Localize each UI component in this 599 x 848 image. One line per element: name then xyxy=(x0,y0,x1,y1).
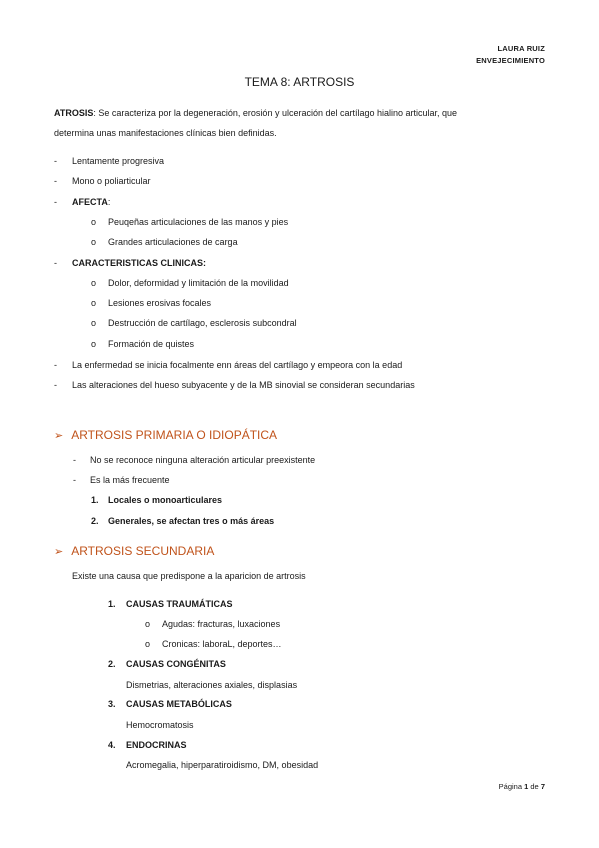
dash-bullet: - xyxy=(73,455,76,465)
page-number xyxy=(499,782,545,791)
list-item-caracteristicas: CARACTERISTICAS CLINICAS: xyxy=(72,258,206,268)
arrow-bullet-icon: ➢ xyxy=(54,546,64,558)
list-item: Es la más frecuente xyxy=(90,475,170,485)
numbered-item: Generales, se afectan tres o más áreas xyxy=(108,516,275,526)
secundaria-heading: ARTROSIS SECUNDARIA xyxy=(71,544,215,558)
sub-list-item: Destrucción de cartílago, esclerosis subcondral xyxy=(108,318,297,328)
dash-bullet: - xyxy=(54,258,57,268)
dash-bullet: - xyxy=(54,176,57,186)
header-author: LAURA RUIZ xyxy=(497,44,545,53)
page-current: 1 xyxy=(524,782,529,791)
sub-list-item: Peuqeñas articulaciones de las manos y pies xyxy=(108,217,289,227)
circle-bullet: o xyxy=(145,639,151,649)
cause-title: CAUSAS TRAUMÁTICAS xyxy=(126,599,233,609)
circle-bullet: o xyxy=(91,237,97,247)
page-total: 7 xyxy=(540,782,545,791)
list-number: 3. xyxy=(108,699,116,709)
cause-title: CAUSAS CONGÉNITAS xyxy=(126,659,226,669)
list-item-afecta xyxy=(72,196,110,208)
circle-bullet: o xyxy=(145,619,151,629)
numbered-item: Locales o monoarticulares xyxy=(108,495,223,505)
list-item: Lentamente progresiva xyxy=(72,156,165,166)
dash-bullet: - xyxy=(54,380,57,390)
sub-list-item: Grandes articulaciones de carga xyxy=(108,237,238,247)
list-number: 1. xyxy=(91,495,99,505)
page-label: Página xyxy=(498,782,523,791)
list-number: 1. xyxy=(108,599,116,609)
circle-bullet: o xyxy=(91,339,97,349)
page-title: TEMA 8: ARTROSIS xyxy=(244,75,355,89)
sub-list-item: Agudas: fracturas, luxaciones xyxy=(162,619,281,629)
section-heading-secundaria xyxy=(54,544,214,559)
intro-line-1 xyxy=(54,107,457,119)
circle-bullet: o xyxy=(91,298,97,308)
afecta-label: AFECTA xyxy=(72,197,108,207)
cause-text: Dismetrias, alteraciones axiales, displasias xyxy=(126,680,298,690)
list-item: No se reconoce ninguna alteración articular preexistente xyxy=(90,455,316,465)
list-item: Las alteraciones del hueso subyacente y de la MB sinovial se consideran secundarias xyxy=(72,380,415,390)
intro-line-2: determina unas manifestaciones clínicas bien definidas. xyxy=(54,128,277,138)
dash-bullet: - xyxy=(54,197,57,207)
list-item: Mono o poliarticular xyxy=(72,176,151,186)
dash-bullet: - xyxy=(73,475,76,485)
list-number: 2. xyxy=(108,659,116,669)
sub-list-item: Lesiones erosivas focales xyxy=(108,298,212,308)
sub-list-item: Cronicas: laboraL, deportes… xyxy=(162,639,282,649)
sub-list-item: Formación de quistes xyxy=(108,339,195,349)
cause-text: Acromegalia, hiperparatiroidismo, DM, obesidad xyxy=(126,760,319,770)
circle-bullet: o xyxy=(91,318,97,328)
section-heading-primaria xyxy=(54,428,277,443)
primaria-heading: ARTROSIS PRIMARIA O IDIOPÁTICA xyxy=(71,428,278,442)
list-number: 2. xyxy=(91,516,99,526)
page-of-label: de xyxy=(530,782,539,791)
list-number: 4. xyxy=(108,740,116,750)
intro-term: ATROSIS xyxy=(54,108,94,118)
secundaria-intro: Existe una causa que predispone a la aparicion de artrosis xyxy=(72,571,306,581)
list-item: La enfermedad se inicia focalmente enn áreas del cartílago y empeora con la edad xyxy=(72,360,403,370)
cause-text: Hemocromatosis xyxy=(126,720,194,730)
circle-bullet: o xyxy=(91,217,97,227)
cause-title: CAUSAS METABÓLICAS xyxy=(126,699,232,709)
afecta-colon: : xyxy=(107,197,111,207)
sub-list-item: Dolor, deformidad y limitación de la movilidad xyxy=(108,278,289,288)
circle-bullet: o xyxy=(91,278,97,288)
intro-text-1: : Se caracteriza por la degeneración, erosión y ulceración del cartílago hialino articular, que xyxy=(93,108,458,118)
arrow-bullet-icon: ➢ xyxy=(54,430,64,442)
dash-bullet: - xyxy=(54,360,57,370)
cause-title: ENDOCRINAS xyxy=(126,740,187,750)
dash-bullet: - xyxy=(54,156,57,166)
header-subject: ENVEJECIMIENTO xyxy=(476,56,545,65)
